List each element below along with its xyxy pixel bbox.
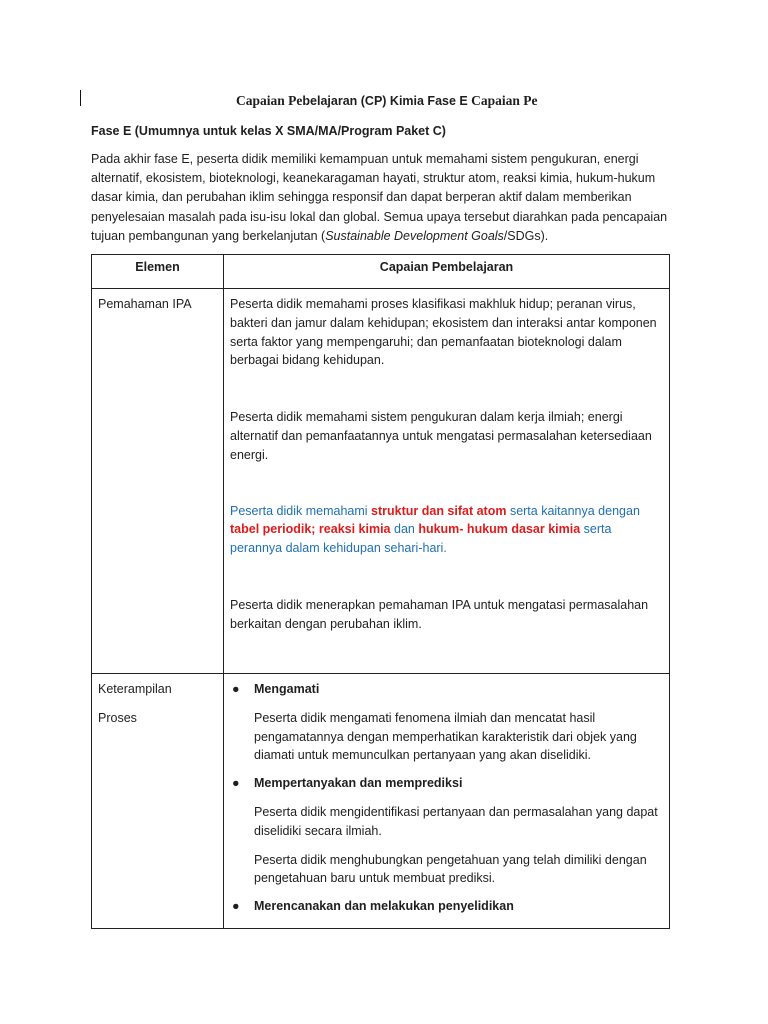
title-part-1: Capaian Pe	[236, 93, 303, 108]
elemen-cell	[92, 289, 224, 674]
cp-table	[91, 254, 670, 929]
intro-italic: Sustainable Development Goals	[325, 228, 504, 243]
capaian-cell	[224, 674, 670, 929]
p3-text-e: ;	[311, 522, 319, 537]
bullet-title: Merencanakan dan melakukan penyelidikan	[254, 899, 514, 914]
text-cursor	[80, 90, 81, 106]
cp-paragraph-1: Peserta didik memahami proses klasifikasi makhluk hidup; peranan virus, bakteri dan jamur dalam kehidupan; ekosistem dan interaksi antar komponen serta faktor yang mempengaruhi; dan pemanfaatan bioteknologi dalam berbagai bidang kehidupan.	[230, 297, 657, 368]
bullet-icon: ●	[232, 682, 240, 696]
intro-text: Pada akhir fase E, peserta didik memiliki kemampuan untuk memahami sistem pengukuran, energi alternatif, ekosistem, bioteknologi, keanekaragaman hayati, struktur atom, reaksi kimia, hukum-hukum dasar kimia, dan perubahan iklim sehingga responsif dan dapat berperan aktif dalam memberikan penyelesaian masalah pada isu-isu lokal dan global. Semua upaya tersebut diarahkan pada pencapaian tujuan pembangunan yang berkelanjutan (	[91, 152, 668, 243]
bullet-title: Mengamati	[254, 682, 320, 696]
elemen-label: Pemahaman IPA	[98, 297, 192, 311]
table-header-row	[92, 255, 670, 289]
bullet-text: Peserta didik mengidentifikasi pertanyaan dan permasalahan yang dapat diselidiki secara ilmiah.	[254, 804, 658, 838]
title-part-2: belajaran (CP) Kimia Fase E	[302, 94, 468, 108]
p3-text-i: serta perannya dalam kehidupan sehari-hari.	[230, 522, 612, 556]
cp-paragraph-3	[230, 502, 663, 558]
bullet-title: Mempertanyakan dan memprediksi	[254, 776, 463, 791]
capaian-cell	[224, 289, 670, 674]
cp-paragraph-2: Peserta didik memahami sistem pengukuran dalam kerja ilmiah; energi alternatif dan pemanfaatannya untuk mengatasi permasalahan ketersediaan energi.	[230, 410, 652, 462]
p3-highlight-tabel: tabel periodik	[230, 522, 312, 537]
table-row	[92, 674, 670, 929]
p3-highlight-atom: struktur dan sifat atom	[371, 503, 507, 518]
bullet-text: Peserta didik mengamati fenomena ilmiah dan mencatat hasil pengamatannya dengan memperhatikan karakteristik dari objek yang diamati untuk memunculkan pertanyaan yang akan diselidiki.	[254, 710, 637, 763]
table-row	[92, 289, 670, 674]
p3-text-g: dan	[390, 522, 419, 537]
p3-highlight-reaksi: reaksi kimia	[318, 522, 391, 537]
intro-end: /SDGs).	[503, 228, 549, 243]
header-elemen: Elemen	[92, 255, 224, 289]
intro-paragraph	[91, 150, 671, 246]
bullet-mengamati	[230, 680, 663, 699]
p3-text-c: serta kaitannya dengan	[506, 503, 640, 518]
header-capaian: Capaian Pembelajaran	[224, 255, 670, 289]
bullet-icon: ●	[232, 776, 240, 791]
bullet-merencanakan	[230, 897, 663, 916]
elemen-label-line-2: Proses	[98, 710, 137, 725]
bullet-icon: ●	[232, 899, 240, 914]
p3-highlight-hukum: hukum- hukum dasar kimia	[418, 522, 581, 537]
bullet-mempertanyakan	[230, 774, 663, 793]
elemen-cell	[92, 674, 224, 929]
cp-paragraph-4: Peserta didik menerapkan pemahaman IPA untuk mengatasi permasalahan berkaitan dengan perubahan iklim.	[230, 597, 649, 631]
phase-heading: Fase E (Umumnya untuk kelas X SMA/MA/Program Paket C)	[91, 124, 446, 138]
bullet-text: Peserta didik menghubungkan pengetahuan yang telah dimiliki dengan pengetahuan baru untuk membuat prediksi.	[254, 852, 647, 886]
document-title	[236, 93, 596, 109]
title-part-3: Capaian Pe	[471, 93, 538, 108]
p3-text-a: Peserta didik memahami	[230, 503, 372, 518]
elemen-label-line-1: Keterampilan	[98, 682, 172, 696]
